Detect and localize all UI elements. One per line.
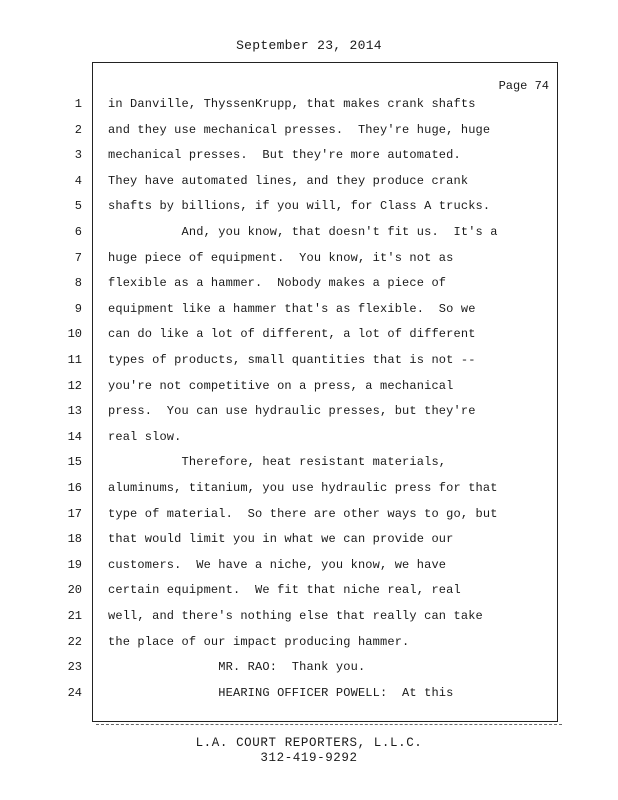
line-number: 23 [67,660,82,675]
line-number: 20 [67,583,82,598]
transcript-line: in Danville, ThyssenKrupp, that makes crank shafts [108,97,476,111]
transcript-line: shafts by billions, if you will, for Class A trucks. [108,199,491,214]
line-number: 2 [74,122,82,137]
line-number: 6 [74,225,82,239]
line-number: 21 [67,609,82,623]
line-number: 10 [67,327,82,342]
transcript-line: flexible as a hammer. Nobody makes a piece of [108,276,447,291]
line-number: 12 [67,378,82,393]
transcript-line: equipment like a hammer that's as flexible. So we [108,301,476,316]
transcript-line: HEARING OFFICER POWELL: At this [108,685,454,700]
page-number: Page 74 [498,79,549,93]
transcript-line: mechanical presses. But they're more automated. [108,148,461,163]
line-number: 16 [67,481,82,495]
transcript-line: MR. RAO: Thank you. [108,660,366,675]
transcript-line: customers. We have a niche, you know, we have [108,557,447,572]
transcript-line: can do like a lot of different, a lot of different [108,327,476,342]
line-number: 5 [74,199,82,214]
transcript-line: They have automated lines, and they produce crank [108,173,469,188]
line-number: 17 [67,506,82,521]
line-number: 3 [74,148,82,163]
transcript-line: types of products, small quantities that is not -- [108,353,476,367]
transcript-line: real slow. [108,429,182,444]
transcript-line: And, you know, that doesn't fit us. It's a [108,225,498,239]
court-reporter-firm: L.A. COURT REPORTERS, L.L.C. [195,736,423,750]
line-number: 9 [74,301,82,316]
line-number: 1 [74,97,82,111]
line-number: 8 [74,276,82,291]
line-number: 24 [67,685,82,700]
transcript-line: and they use mechanical presses. They're huge, huge [108,122,491,137]
transcript-line: certain equipment. We fit that niche real, real [108,583,461,598]
transcript-date-header: September 23, 2014 [236,38,382,53]
transcript-line: aluminums, titanium, you use hydraulic press for that [108,481,498,495]
transcript-line: you're not competitive on a press, a mechanical [108,378,454,393]
transcript-line: well, and there's nothing else that really can take [108,609,483,623]
line-number: 13 [67,404,82,419]
line-number: 4 [74,173,82,188]
transcript-line: that would limit you in what we can provide our [108,532,454,547]
court-reporter-phone: 312-419-9292 [260,751,358,765]
frame-bottom-edge [96,724,562,726]
transcript-line: press. You can use hydraulic presses, but they're [108,404,476,419]
line-number: 18 [67,532,82,547]
line-number: 11 [67,353,82,367]
transcript-line: the place of our impact producing hammer. [108,634,410,649]
transcript-line: type of material. So there are other ways to go, but [108,506,498,521]
line-number: 19 [67,557,82,572]
line-number: 15 [67,455,82,470]
line-number: 7 [74,250,82,265]
line-number: 14 [67,429,82,444]
transcript-line: Therefore, heat resistant materials, [108,455,447,470]
transcript-line: huge piece of equipment. You know, it's not as [108,250,454,265]
line-number: 22 [67,634,82,649]
